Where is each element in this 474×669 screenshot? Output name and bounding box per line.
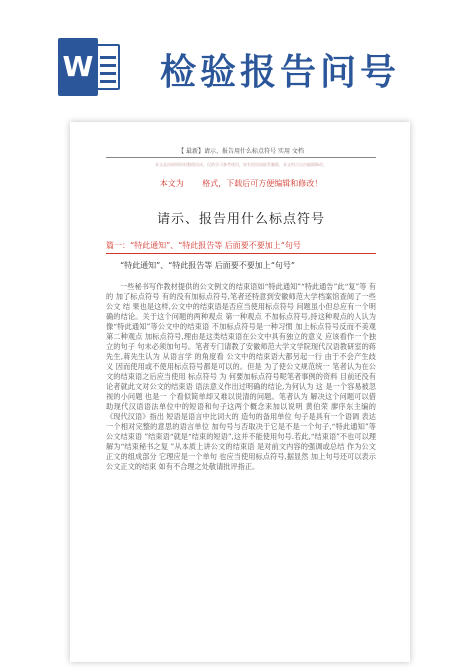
section-subheading: “特此通知”、“特此报告等 后面要不要加上“句号”	[120, 261, 295, 270]
red-note	[106, 178, 376, 189]
body-text: 一些秘书写作教材提供的公文例文的结束语如“特此通知”“特此通告”此“复”等 有的 加了标点符号 有的没有加标点符号,笔者还特意到安徽师范大学档案馆查阅了一些公文 结 果也是这样,公文中的结束语是否应当使用标点符号 问题虽小但总应有一个明确的结论。关于这个问题的两种观点 第一种观点 不加标点符号,持这种观点的人认为 像“特此通知”等公文中的结束语 不加标点符号是一种习惯 加上标点符号反而不美观 第二种观点 加标点符号,理由是这类结束语在公文中具有独立的意义 应该看作一个独立的句子 句末必须加句号。笔者专门请教了安徽师范大学文学院现代汉语教研室的蒋先生,蒋先生认为 从语言学 的角度看 公文中的结束语大都另起一行 由于不会产生歧义 因而使用或不使用标点符号都是可以的。但是 为了使公文规范统一 笔者认为在公文的结束语之后应当使用 标点符号 为 何要加标点符号呢笔者事例的资料 目前还没有论者就此文对公文的结束语 语法意义作出过明确的结论,为何认为 这 是一个容易被忽视的小问题 也是一 个看似简单却又难以说清的问题。笔者认为 解决这个问题可以借助现代汉语语法单位中的短语和句子这两个概念来加以说明 黄伯荣 廖序东主编的《现代汉语》指出 短语是语言中比词大的 造句的备用单位 句子是具有一个语调 表达一个相对完整的意思的语言单位 加句号与否取决于它是不是一个句子,“特此通知”等公文结束语 ”结束语“就是“结束的短语”,这并不能使用句号.若此,“结束语”不也可以理解为“结束秘书之复 ”从本质上讲公文的结束语 是对前文内容的强调或总结 作为公文正文的组成部分 它理应是一个单句 也应当使用标点符号,据显然 加上句号还可以表示公文正文的结束 如有不合理之处敬请批评指正。	[106, 282, 376, 471]
document-title: 请示、报告用什么标点符号	[156, 212, 325, 227]
document-preview	[70, 122, 410, 662]
word-icon-letter: W	[58, 38, 98, 96]
red-note-right: 格式，下载后可方便编辑和修改！	[202, 179, 323, 188]
running-header: 【 最新】请示、报告用什么标点符号 实用 文档	[106, 146, 376, 158]
faint-note: 本文是由网络资料整理而成，仅供学习参考使用，如有侵权请联系删除，本文档可自由编辑修改。	[155, 162, 327, 167]
page-title: 检验报告问号	[160, 52, 401, 93]
red-note-left: 本文为	[159, 179, 184, 188]
header-banner	[0, 0, 474, 120]
section-heading: 篇一：“特此通知”、“特此报告等 后面要不要加上“句号	[106, 240, 376, 254]
word-icon	[58, 38, 126, 96]
